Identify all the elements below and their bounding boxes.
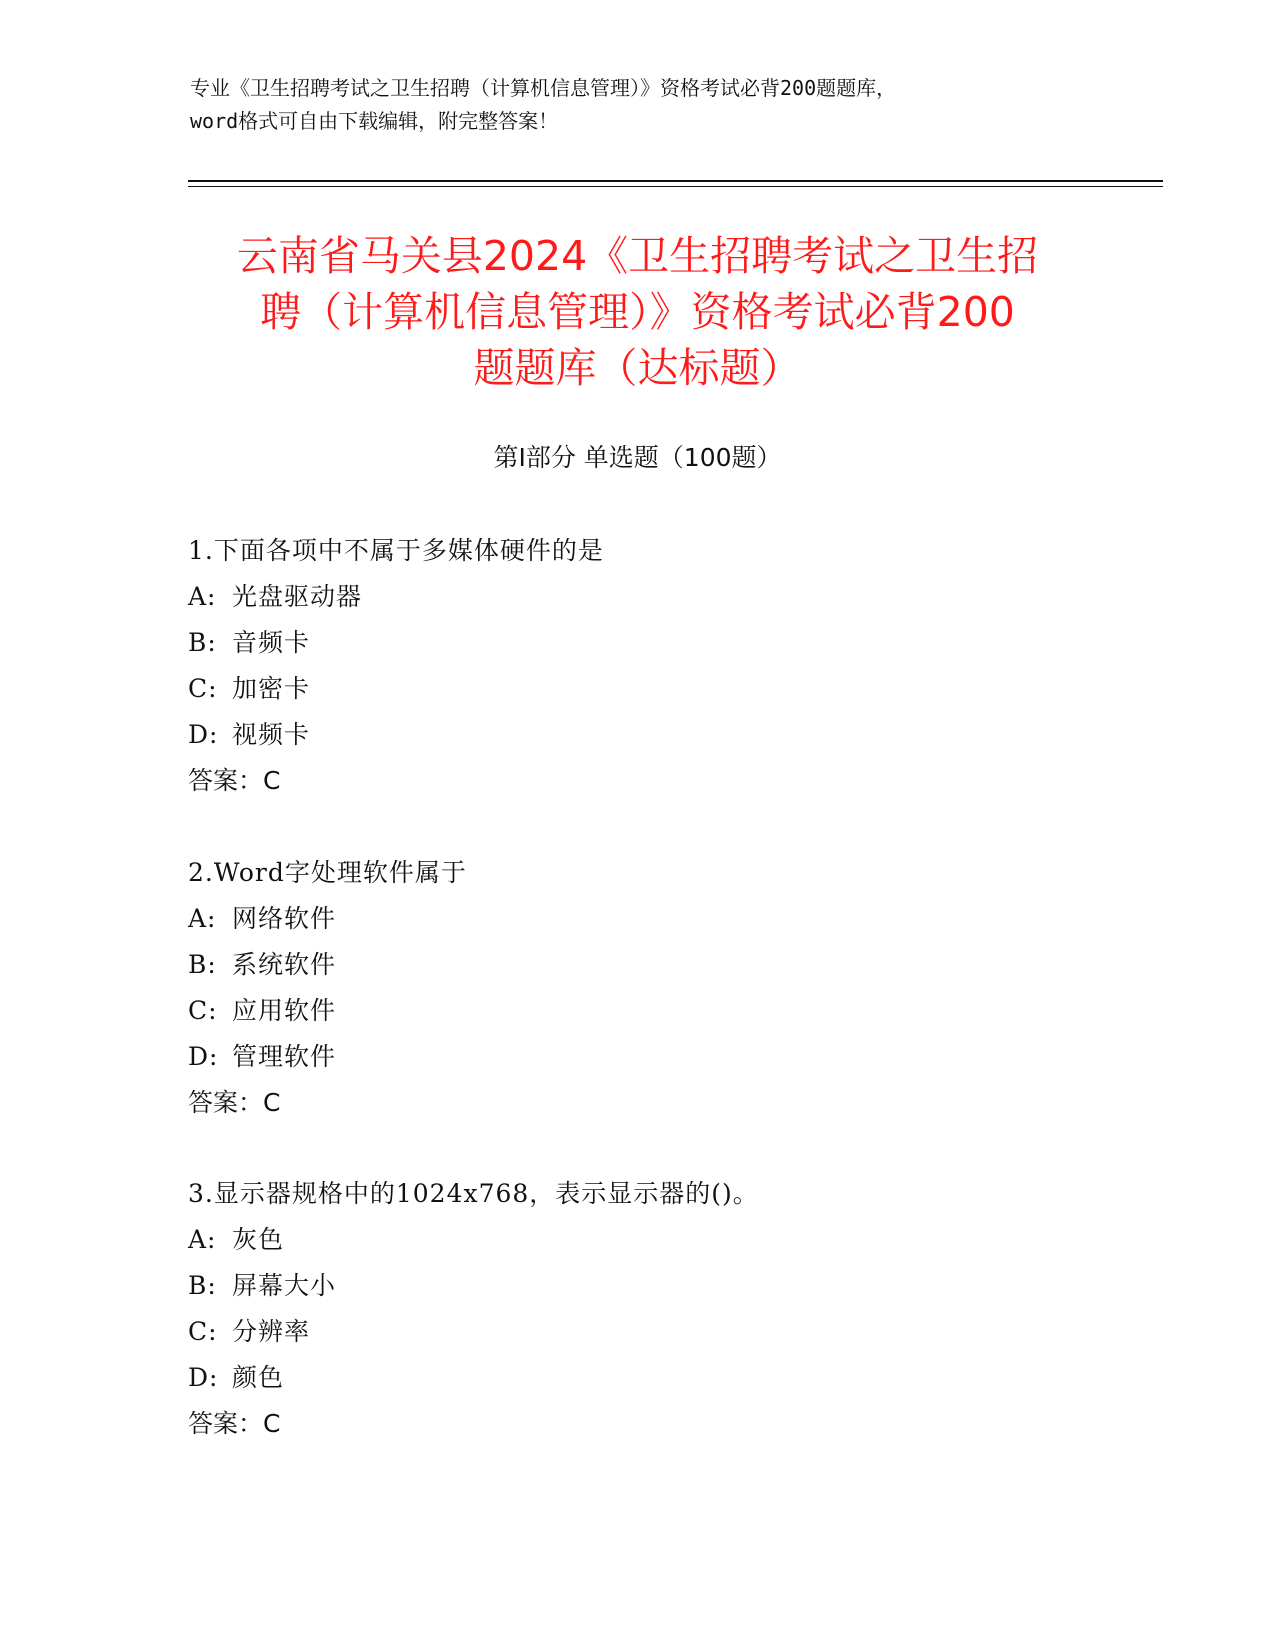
option-text: 视频卡 <box>232 720 311 749</box>
option-b <box>188 942 1108 988</box>
question-text: 3.显示器规格中的1024x768，表示显示器的()。 <box>188 1179 759 1208</box>
header-note <box>190 72 1090 138</box>
option-text: 系统软件 <box>232 950 337 979</box>
option-text: 颜色 <box>232 1363 285 1392</box>
header-line-1: 专业《卫生招聘考试之卫生招聘（计算机信息管理）》资格考试必背200题题库， <box>190 76 897 100</box>
option-letter: A: <box>188 1225 217 1254</box>
option-a <box>188 574 1108 620</box>
question-2 <box>188 850 1108 1126</box>
option-d <box>188 1034 1108 1080</box>
option-text: 音频卡 <box>232 628 311 657</box>
document-title <box>170 228 1105 396</box>
option-a <box>188 896 1108 942</box>
title-line-1: 云南省马关县2024《卫生招聘考试之卫生招 <box>236 232 1039 280</box>
option-b <box>188 1263 1108 1309</box>
option-letter: C: <box>188 1317 218 1346</box>
option-c <box>188 666 1108 712</box>
option-d <box>188 1355 1108 1401</box>
section-title: 第Ⅰ部分 单选题（100题） <box>493 443 782 472</box>
question-1 <box>188 528 1108 804</box>
option-c <box>188 988 1108 1034</box>
option-letter: B: <box>188 628 217 657</box>
option-letter: D: <box>188 1042 219 1071</box>
answer: 答案：C <box>188 1409 281 1438</box>
option-letter: C: <box>188 996 218 1025</box>
option-text: 屏幕大小 <box>232 1271 337 1300</box>
option-letter: B: <box>188 950 217 979</box>
option-letter: C: <box>188 674 218 703</box>
option-text: 加密卡 <box>232 674 311 703</box>
option-text: 应用软件 <box>232 996 337 1025</box>
option-text: 分辨率 <box>232 1317 311 1346</box>
answer: 答案：C <box>188 1088 281 1117</box>
header-rule-top <box>188 180 1163 182</box>
option-letter: D: <box>188 1363 219 1392</box>
option-text: 网络软件 <box>232 904 337 933</box>
question-text: 1.下面各项中不属于多媒体硬件的是 <box>188 536 604 565</box>
option-letter: B: <box>188 1271 217 1300</box>
option-letter: D: <box>188 720 219 749</box>
option-text: 灰色 <box>232 1225 285 1254</box>
option-letter: A: <box>188 582 217 611</box>
option-a <box>188 1217 1108 1263</box>
title-line-3: 题题库（达标题） <box>473 344 802 392</box>
option-letter: A: <box>188 904 217 933</box>
option-b <box>188 620 1108 666</box>
header-rule-bottom <box>188 186 1163 187</box>
header-line-2: word格式可自由下载编辑，附完整答案！ <box>190 109 559 133</box>
question-text: 2.Word字处理软件属于 <box>188 858 467 887</box>
title-line-2: 聘（计算机信息管理）》资格考试必背200 <box>260 288 1015 336</box>
option-c <box>188 1309 1108 1355</box>
question-3 <box>188 1171 1108 1447</box>
option-text: 管理软件 <box>232 1042 337 1071</box>
option-d <box>188 712 1108 758</box>
option-text: 光盘驱动器 <box>232 582 363 611</box>
answer: 答案：C <box>188 766 281 795</box>
